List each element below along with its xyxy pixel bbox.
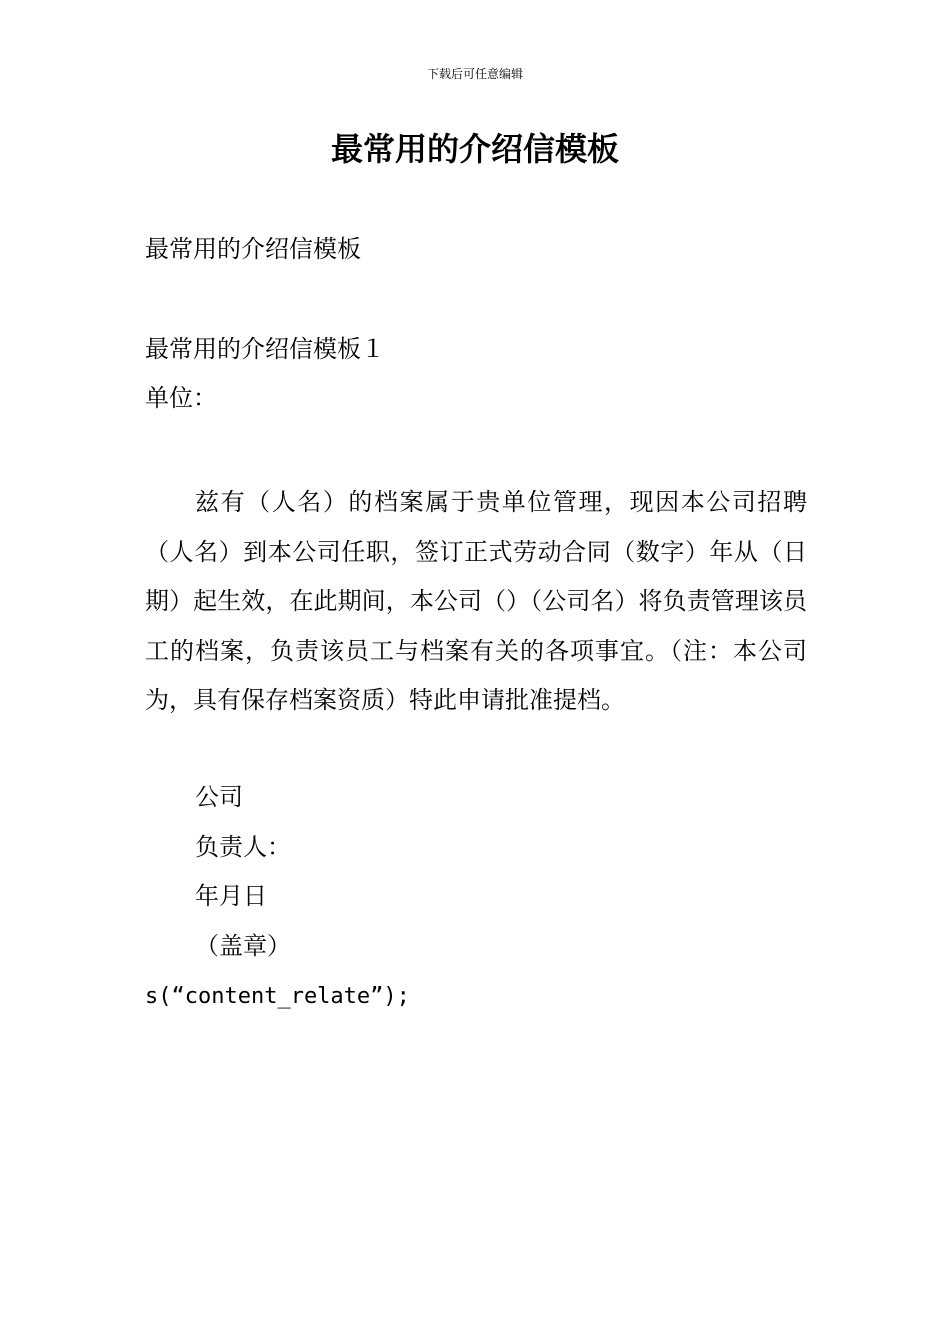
document-title: 最常用的介绍信模板 (330, 130, 619, 168)
code-snippet: s(“content_relate”); (145, 984, 410, 1009)
signature-company: 公司 (195, 783, 243, 811)
signature-date: 年月日 (195, 882, 267, 910)
signature-seal: （盖章） (195, 932, 291, 960)
header-note: 下载后可任意编辑 (426, 67, 523, 81)
section-heading: 最常用的介绍信模板１ (145, 335, 385, 363)
subtitle: 最常用的介绍信模板 (145, 235, 361, 263)
signature-person-in-charge: 负责人： (195, 833, 291, 861)
body-paragraph: 兹有（人名）的档案属于贵单位管理，现因本公司招聘（人名）到本公司任职，签订正式劳动合同（数字）年从（日期）起生效，在此期间，本公司（）（公司名）将负责管理该员工的档案，负责该员工与档案有关的各项事宜。（注：本公司为，具有保存档案资质）特此申请批准提档。 (145, 488, 807, 715)
recipient-label: 单位： (145, 384, 217, 412)
